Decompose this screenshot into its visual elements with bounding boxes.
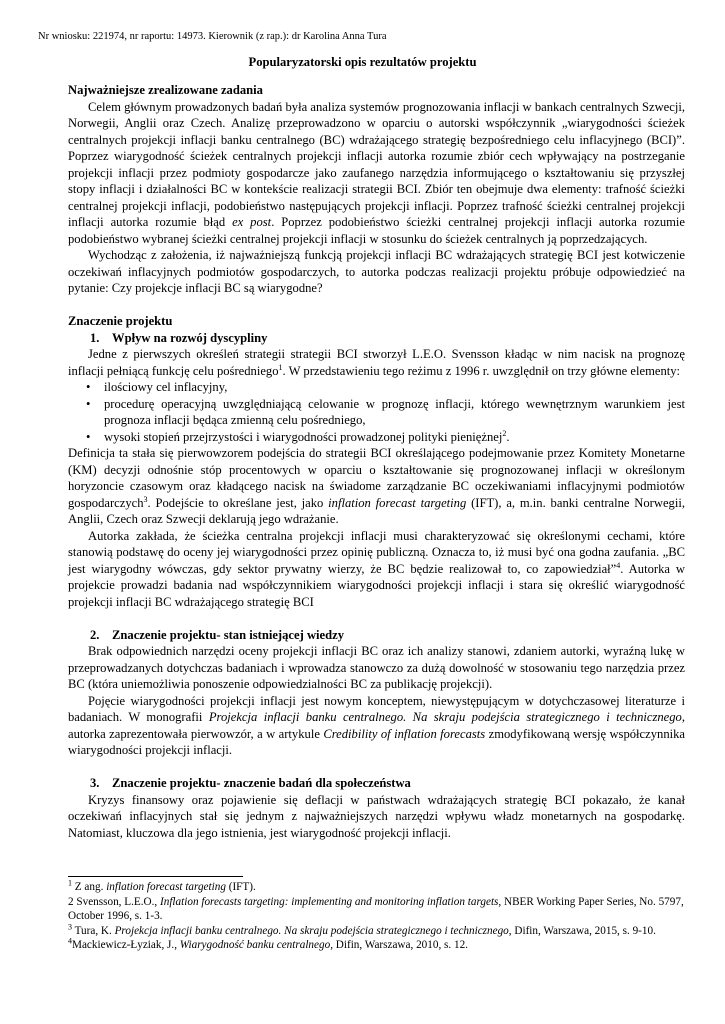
subsection-heading-1: 1. Wpływ na rozwój dyscypliny <box>90 330 268 345</box>
section-heading-significance: Znaczenie projektu <box>68 314 173 328</box>
paragraph-credibility: Autorka zakłada, że ścieżka centralna projekcji inflacji musi charakteryzować się określonymi cechami, które stanowią podstawę do oceny jej wiarygodności przez opinię publiczną. Oznacza to, iż musi być ona godna zaufania. „BC jest wiarygodny wówczas, gdy sektor prywatny wierzy, że BC będzie realizował to, co zapowiedział”$^4$. Autorka w projekcie prowadzi badania nad współczynnikiem wiarygodności projekcji inflacji i stara się określić wiarygodność projekcji inflacji BC wdrażającego strategię BCI <box>68 528 685 609</box>
document-body <box>68 82 685 841</box>
paragraph-definition: Definicja ta stała się pierwowzorem podejścia do strategii BCI określającego podejmowanie przez Komitety Monetarne (KM) decyzji odnośnie stóp procentowych w oparciu o kształtowanie się prognozowanej inflacji w określonym horyzoncie czasowym oraz kładącego nacisk na świadome zarządzanie BC oczekiwaniami inflacyjnymi podmiotów gospodarczych$^3$. Podejście to określane jest, jako inflation forecast targeting (IFT), a, m.in. banki centralne Norwegii, Anglii, Czech oraz Szwecji deklarują jego wdrażanie. <box>68 446 685 526</box>
list-item: • wysoki stopień przejrzystości i wiarygodności prowadzonej polityki pieniężnej$^2$. <box>86 429 685 446</box>
subsection-heading-3: 3. Znaczenie projektu- znaczenie badań dla społeczeństwa <box>90 776 411 790</box>
elements-list <box>68 379 685 445</box>
paragraph-concept: Pojęcie wiarygodności projekcji inflacji jest nowym konceptem, niewystępującym w dotychczasowej literaturze i badaniach. W monografii Projekcja inflacji banku centralnego. Na skraju podejścia strategicznego i technicznego, autorka zaprezentowała pierwowzór, a w artykule Credibility of inflation forecasts zmodyfikowaną wersję współczynnika wiarygodności projekcji inflacji. <box>68 693 685 757</box>
footnote-divider <box>68 876 243 877</box>
paragraph-society: Kryzys finansowy oraz pojawienie się deflacji w państwach wdrażających strategię BCI pokazało, że kanał oczekiwań inflacyjnych stał się jednym z najważniejszych narzędzi wpływu władz monetarnych na gospodarkę. Natomiast, kluczowa dla jego istnienia, jest wiarygodność projekcji inflacji. <box>68 792 685 840</box>
subsection-heading-2: 2. Znaczenie projektu- stan istniejącej wiedzy <box>90 627 345 642</box>
document-title: Popularyzatorski opis rezultatów projektu <box>248 55 477 69</box>
footnote-3: $^3$ Tura, K. Projekcja inflacji banku centralnego. Na skraju podejścia strategicznego i technicznego, Difin, Warszawa, 2015, s. 9-10. <box>68 921 656 937</box>
list-item: • procedurę operacyjną uwzględniającą celowanie w prognozę inflacji, którego wewnętrznym warunkiem jest prognoza inflacji będąca zmienną celu pośredniego, <box>86 396 685 429</box>
footnotes <box>68 876 685 953</box>
list-item: • ilościowy cel inflacyjny, <box>86 379 685 396</box>
footnote-4: $^4$Mackiewicz-Łyziak, J., Wiarygodność banku centralnego, Difin, Warszawa, 2010, s. 12. <box>68 936 468 951</box>
section-heading-tasks: Najważniejsze zrealizowane zadania <box>68 83 263 97</box>
paragraph-svensson: Jedne z pierwszych określeń strategii strategii BCI stworzył L.E.O. Svensson kładąc w nim nacisk na prognozę inflacji pełniącą funkcję celu pośredniego$^1$. W przedstawieniu tego reżimu z 1996 r. uwzględnił on trzy główne elementy: <box>68 347 685 378</box>
paragraph-gap: Brak odpowiednich narzędzi oceny projekcji inflacji BC oraz ich analizy stanowi, zdaniem autorki, wyraźną lukę w przeprowadzanych dotychczas badaniach i wprowadza stanowczo za dużą dowolność w stosowaniu tego narzędzia przez BC (która uniemożliwia ponoszenie odpowiedzialności BC za publikację projekcji). <box>68 644 685 691</box>
footnote-2: 2 Svensson, L.E.O., Inflation forecasts targeting: implementing and monitoring inflation targets, NBER Working Paper Series, No. 5797, October 1996, s. 1-3. <box>68 895 684 922</box>
paragraph-aim: Celem głównym prowadzonych badań była analiza systemów prognozowania inflacji w bankach centralnych Szwecji, Norwegii, Anglii oraz Czech. Analizę przeprowadzono w oparciu o autorski współczynnik „wiarygodności ścieżek centralnych projekcji inflacji banku centralnego (BC) wdrażającego strategię bezpośredniego celu inflacyjnego (BCI)”. Poprzez wiarygodność ścieżek centralnych projekcji inflacji autorka rozumie zbiór cech wpływający na postrzeganie projekcji inflacji przez podmioty gospodarcze jako zaufanego narzędzia informującego o kształtowaniu się przyszłej stopy inflacji i działalności BC w kontekście realizacji strategii BCI. Zbiór ten obejmuje dwa elementy: trafność ścieżki centralnej projekcji inflacji, podobieństwo następujących projekcji inflacji. Poprzez trafność ścieżki centralnej projekcji inflacji autorka rozumie błąd ex post. Poprzez podobieństwo ścieżki centralnej projekcji inflacji autorka rozumie podobieństwo wybranej ścieżki centralnej projekcji inflacji w stosunku do ścieżek centralnych ją poprzedzających. <box>68 99 686 246</box>
report-header: Nr wniosku: 221974, nr raportu: 14973. Kierownik (z rap.): dr Karolina Anna Tura <box>38 31 387 42</box>
paragraph-question: Wychodząc z założenia, iż najważniejszą funkcją projekcji inflacji BC wdrażających strategię BCI jest kotwiczenie oczekiwań inflacyjnych podmiotów gospodarczych, to autorka podczas realizacji projektu próbuje odpowiedzieć na pytanie: Czy projekcje inflacji BC są wiarygodne? <box>68 248 685 295</box>
footnote-1: $^1$ Z ang. inflation forecast targeting (IFT). <box>68 878 256 893</box>
